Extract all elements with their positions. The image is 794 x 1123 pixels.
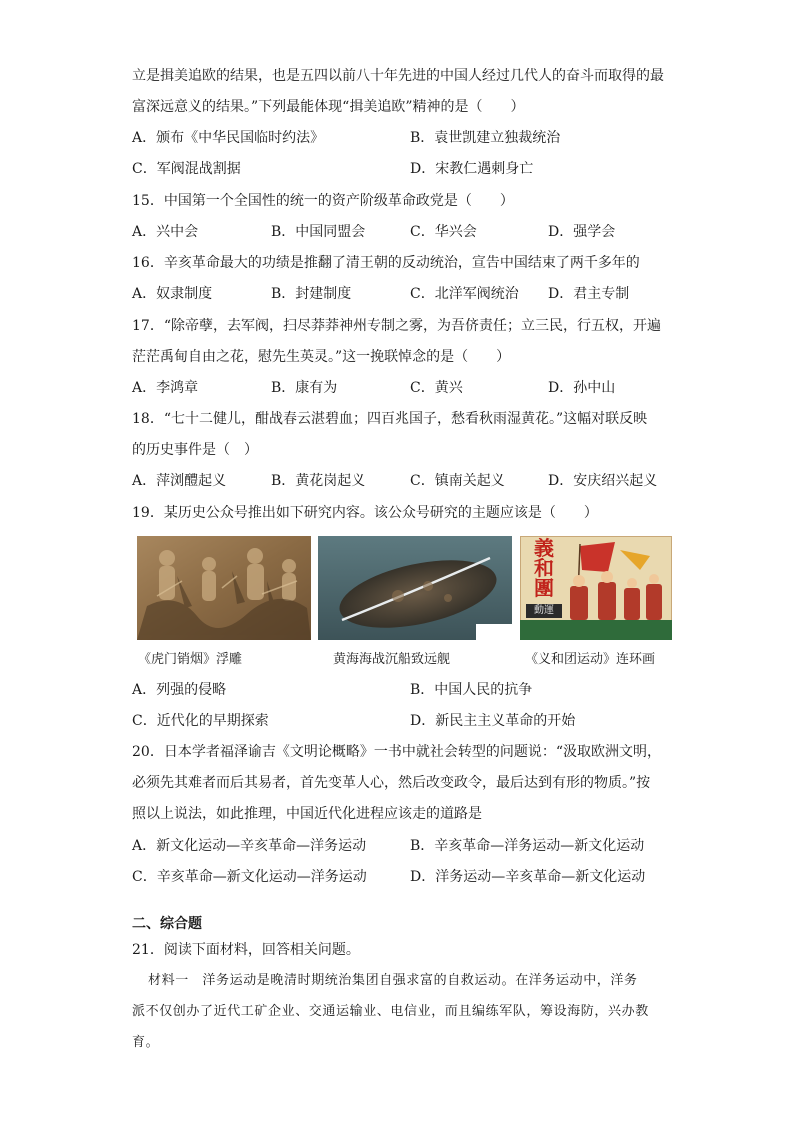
poster-char-3: 團 bbox=[534, 576, 554, 600]
q14-option-a[interactable]: A．颁布《中华民国临时约法》 bbox=[132, 130, 325, 146]
q15-option-b[interactable]: B．中国同盟会 bbox=[271, 224, 366, 240]
q18-option-c[interactable]: C．镇南关起义 bbox=[410, 473, 505, 489]
q16-option-b[interactable]: B．封建制度 bbox=[271, 286, 352, 302]
q20-option-d[interactable]: D．洋务运动—辛亥革命—新文化运动 bbox=[410, 869, 646, 885]
q18-option-b[interactable]: B．黄花岗起义 bbox=[271, 473, 366, 489]
boxer-comic-cover-image bbox=[520, 536, 672, 640]
q14-option-c[interactable]: C．军阀混战割据 bbox=[132, 161, 241, 177]
q17-option-b[interactable]: B．康有为 bbox=[271, 380, 338, 396]
q20-stem-line3: 照以上说法，如此推理，中国近代化进程应该走的道路是 bbox=[132, 806, 482, 822]
zhiyuan-wreck-image bbox=[318, 536, 512, 640]
q17-option-c[interactable]: C．黄兴 bbox=[410, 380, 463, 396]
q20-stem-line2: 必须先其难者而后其易者，首先变革人心，然后改变政令，最后达到有形的物质。”按 bbox=[132, 775, 651, 791]
q20-option-c[interactable]: C．辛亥革命—新文化运动—洋务运动 bbox=[132, 869, 367, 885]
caption-humen-relief: 《虎门销烟》浮雕 bbox=[138, 652, 243, 667]
q16-stem: 16．辛亥革命最大的功绩是推翻了清王朝的反动统治，宣告中国结束了两千多年的 bbox=[132, 255, 640, 271]
q16-option-c[interactable]: C．北洋军阀统治 bbox=[410, 286, 519, 302]
material-1-line3: 育。 bbox=[132, 1035, 160, 1050]
q19-option-c[interactable]: C．近代化的早期探索 bbox=[132, 713, 269, 729]
q18-option-d[interactable]: D．安庆绍兴起义 bbox=[548, 473, 658, 489]
q15-option-c[interactable]: C．华兴会 bbox=[410, 224, 477, 240]
q19-option-a[interactable]: A．列强的侵略 bbox=[132, 682, 227, 698]
q21-stem: 21．阅读下面材料，回答相关问题。 bbox=[132, 942, 360, 958]
q20-option-b[interactable]: B．辛亥革命—洋务运动—新文化运动 bbox=[410, 838, 645, 854]
q20-option-a[interactable]: A．新文化运动—辛亥革命—洋务运动 bbox=[132, 838, 367, 854]
q14-stem-line2: 富深远意义的结果。”下列最能体现“揖美追欧”精神的是（ ） bbox=[132, 99, 525, 115]
caption-boxer-comic: 《义和团运动》连环画 bbox=[525, 652, 656, 667]
material-1-line2: 派不仅创办了近代工矿企业、交通运输业、电信业，而且编练军队，筹设海防，兴办教 bbox=[132, 1004, 649, 1019]
q17-option-d[interactable]: D．孙中山 bbox=[548, 380, 616, 396]
q16-option-a[interactable]: A．奴隶制度 bbox=[132, 286, 213, 302]
q20-stem-line1: 20．日本学者福泽谕吉《文明论概略》一书中就社会转型的问题说：“汲取欧洲文明， bbox=[132, 744, 661, 760]
q17-option-a[interactable]: A．李鸿章 bbox=[132, 380, 199, 396]
q15-option-a[interactable]: A．兴中会 bbox=[132, 224, 199, 240]
q17-stem-line2: 茫茫禹甸自由之花，慰先生英灵。”这一挽联悼念的是（ ） bbox=[132, 349, 511, 365]
caption-zhiyuan-wreck: 黄海海战沉船致远舰 bbox=[333, 652, 451, 667]
q15-option-d[interactable]: D．强学会 bbox=[548, 224, 616, 240]
q14-stem-line1: 立是揖美追欧的结果，也是五四以前八十年先进的中国人经过几代人的奋斗而取得的最 bbox=[132, 68, 664, 84]
q15-stem: 15．中国第一个全国性的统一的资产阶级革命政党是（ ） bbox=[132, 193, 514, 209]
q14-option-b[interactable]: B．袁世凯建立独裁统治 bbox=[410, 130, 561, 146]
q14-option-d[interactable]: D．宋教仁遇刺身亡 bbox=[410, 161, 534, 177]
poster-char-2: 和 bbox=[534, 556, 554, 580]
q18-stem-line2: 的历史事件是（ ） bbox=[132, 442, 258, 458]
section-heading-comprehensive: 二、综合题 bbox=[132, 916, 202, 932]
humen-relief-image bbox=[137, 536, 311, 640]
q19-stem: 19．某历史公众号推出如下研究内容。该公众号研究的主题应该是（ ） bbox=[132, 505, 598, 521]
poster-title bbox=[522, 538, 566, 598]
q18-option-a[interactable]: A．萍浏醴起义 bbox=[132, 473, 227, 489]
poster-char-1: 義 bbox=[534, 536, 554, 560]
q19-option-b[interactable]: B．中国人民的抗争 bbox=[410, 682, 533, 698]
q19-option-d[interactable]: D．新民主主义革命的开始 bbox=[410, 713, 576, 729]
material-1-line1: 材料一 洋务运动是晚清时期统治集团自强求富的自救运动。在洋务运动中，洋务 bbox=[148, 973, 638, 988]
q17-stem-line1: 17．“除帝孽，去军阀，扫尽莽莽神州专制之雾，为吾侪责任；立三民，行五权，开遍 bbox=[132, 318, 661, 334]
q16-option-d[interactable]: D．君主专制 bbox=[548, 286, 630, 302]
poster-subtitle: 動運 bbox=[526, 604, 562, 618]
q18-stem-line1: 18．“七十二健儿，酣战春云湛碧血；四百兆国子，愁看秋雨湿黄花。”这幅对联反映 bbox=[132, 411, 648, 427]
